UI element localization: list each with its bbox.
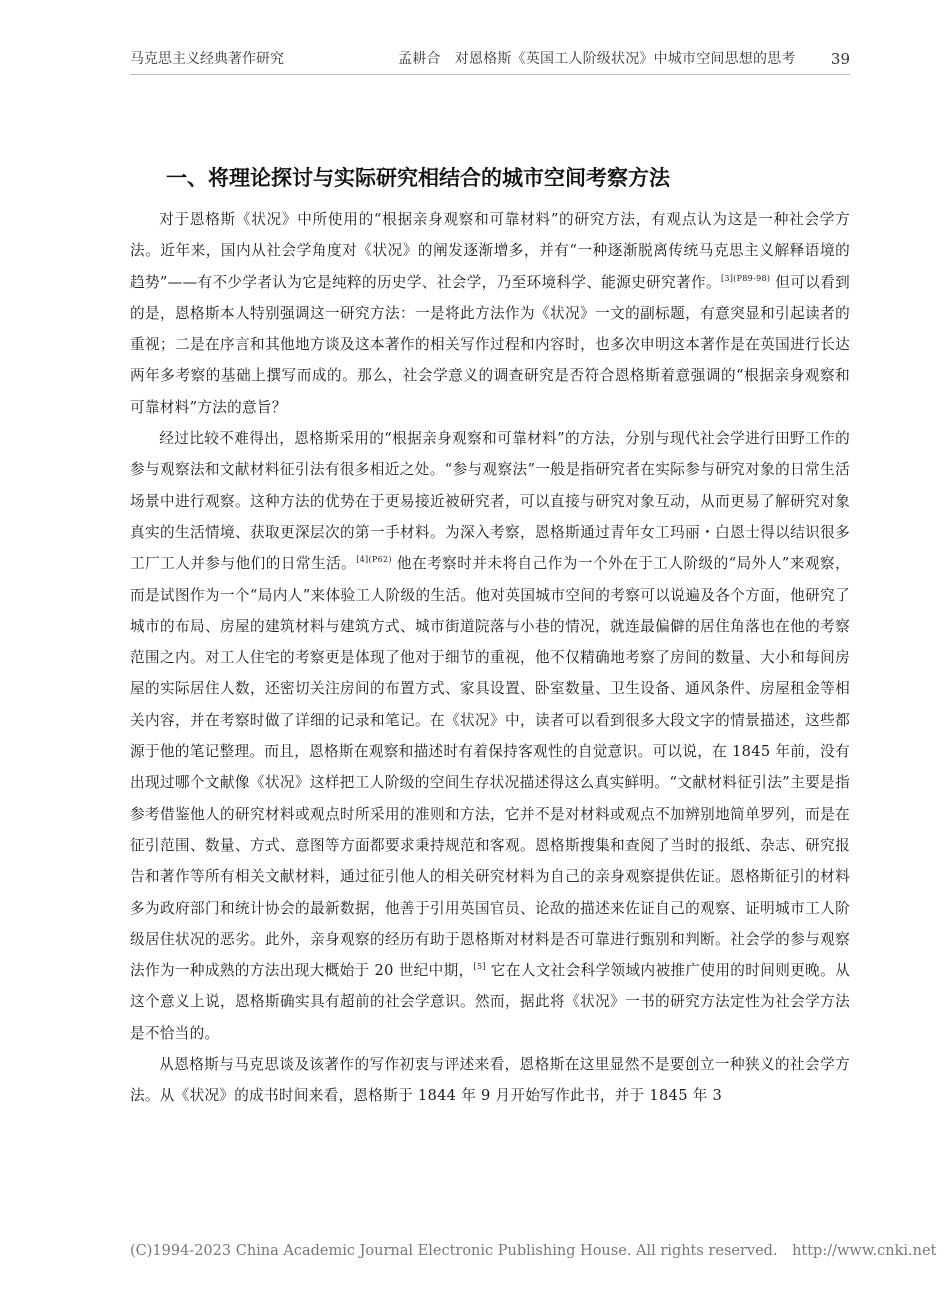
- paragraph: [130, 423, 850, 1049]
- citation-ref: [3](P89-98): [720, 273, 771, 283]
- paragraph-text: 他在考察时并未将自己作为一个外在于工人阶级的“局外人”来观察，而是试图作为一个“局内人”来体验工人阶级的生活。他对英国城市空间的考察可以说遍及各个方面，他研究了城市的布局、房屋的建筑材料与建筑方式、城市街道院落与小巷的情况，就连最偏僻的居住角落也在他的考察范围之内。对工人住宅的考察更是体现了他对于细节的重视，他不仅精确地考察了房间的数量、大小和每间房屋的实际居住人数，还密切关注房间的布置方式、家具设置、卧室数量、卫生设备、通风条件、房屋租金等相关内容，并在考察时做了详细的记录和笔记。在《状况》中，读者可以看到很多大段文字的情景描述，这些都源于他的笔记整理。而且，恩格斯在观察和描述时有着保持客观性的自觉意识。可以说，在 1845 年前，没有出现过哪个文献像《状况》这样把工人阶级的空间生存状况描述得这么真实鲜明。“文献材料征引法”主要是指参考借鉴他人的研究材料或观点时所采用的准则和方法，它并不是对材料或观点不加辨别地简单罗列，而是在征引范围、数量、方式、意图等方面都要求秉持规范和客观。恩格斯搜集和查阅了当时的报纸、杂志、研究报告和著作等所有相关文献材料，通过征引他人的相关研究材料为自己的亲身观察提供佐证。恩格斯征引的材料多为政府部门和统计协会的最新数据，他善于引用英国官员、论敌的描述来佐证自己的观察、证明城市工人阶级居住状况的恶劣。此外，亲身观察的经历有助于恩格斯对材料是否可靠进行甄别和判断。社会学的参与观察法作为一种成熟的方法出现大概始于 20 世纪中期，: [130, 555, 850, 980]
- paragraph-text: 对于恩格斯《状况》中所使用的“根据亲身观察和可靠材料”的研究方法，有观点认为这是一种社会学方法。近年来，国内从社会学角度对《状况》的阐发逐渐增多，并有“一种逐渐脱离传统马克思主义解释语境的趋势”——有不少学者认为它是纯粹的历史学、社会学，乃至环境科学、能源史研究著作。: [130, 211, 850, 291]
- section-heading: 一、将理论探讨与实际研究相结合的城市空间考察方法: [166, 166, 670, 191]
- paragraph-text: 从恩格斯与马克思谈及该著作的写作初衷与评述来看，恩格斯在这里显然不是要创立一种狭义的社会学方法。从《状况》的成书时间来看，恩格斯于 1844 年 9 月开始写作此书，并于 1845 年 3: [130, 1056, 850, 1105]
- citation-ref: [5]: [473, 962, 486, 972]
- citation-ref: [4](P62): [356, 555, 392, 565]
- journal-name: 马克思主义经典著作研究: [130, 51, 284, 67]
- header-rule: [130, 74, 850, 75]
- paragraph: [130, 1049, 850, 1112]
- paragraph: [130, 204, 850, 423]
- paragraph-text: 但可以看到的是，恩格斯本人特别强调这一研究方法：一是将此方法作为《状况》一文的副标题，有意突显和引起读者的重视；二是在序言和其他地方谈及这本著作的相关写作过程和内容时，也多次申明这本著作是在英国进行长达两年多考察的基础上撰写而成的。那么，社会学意义的调查研究是否符合恩格斯着意强调的“根据亲身观察和可靠材料”方法的意旨？: [130, 273, 850, 416]
- body-text: [130, 204, 850, 1112]
- article-running-title: 孟耕合 对恩格斯《英国工人阶级状况》中城市空间思想的思考: [398, 51, 796, 67]
- running-header: [130, 48, 850, 70]
- paragraph-text: 经过比较不难得出，恩格斯采用的“根据亲身观察和可靠材料”的方法，分别与现代社会学进行田野工作的参与观察法和文献材料征引法有很多相近之处。“参与观察法”一般是指研究者在实际参与研究对象的日常生活场景中进行观察。这种方法的优势在于更易接近被研究者，可以直接与研究对象互动，从而更易了解研究对象真实的生活情境、获取更深层次的第一手材料。为深入考察，恩格斯通过青年女工玛丽・白恩士得以结识很多工厂工人并参与他们的日常生活。: [130, 430, 850, 573]
- copyright-footer: (C)1994-2023 China Academic Journal Electronic Publishing House. All rights reserved. http://www.cnki.net: [130, 1243, 937, 1259]
- page-number: 39: [830, 50, 850, 68]
- paragraph-text: 它在人文社会科学领域内被推广使用的时间则更晚。从这个意义上说，恩格斯确实具有超前的社会学意识。然而，据此将《状况》一书的研究方法定性为社会学方法是不恰当的。: [130, 962, 850, 1042]
